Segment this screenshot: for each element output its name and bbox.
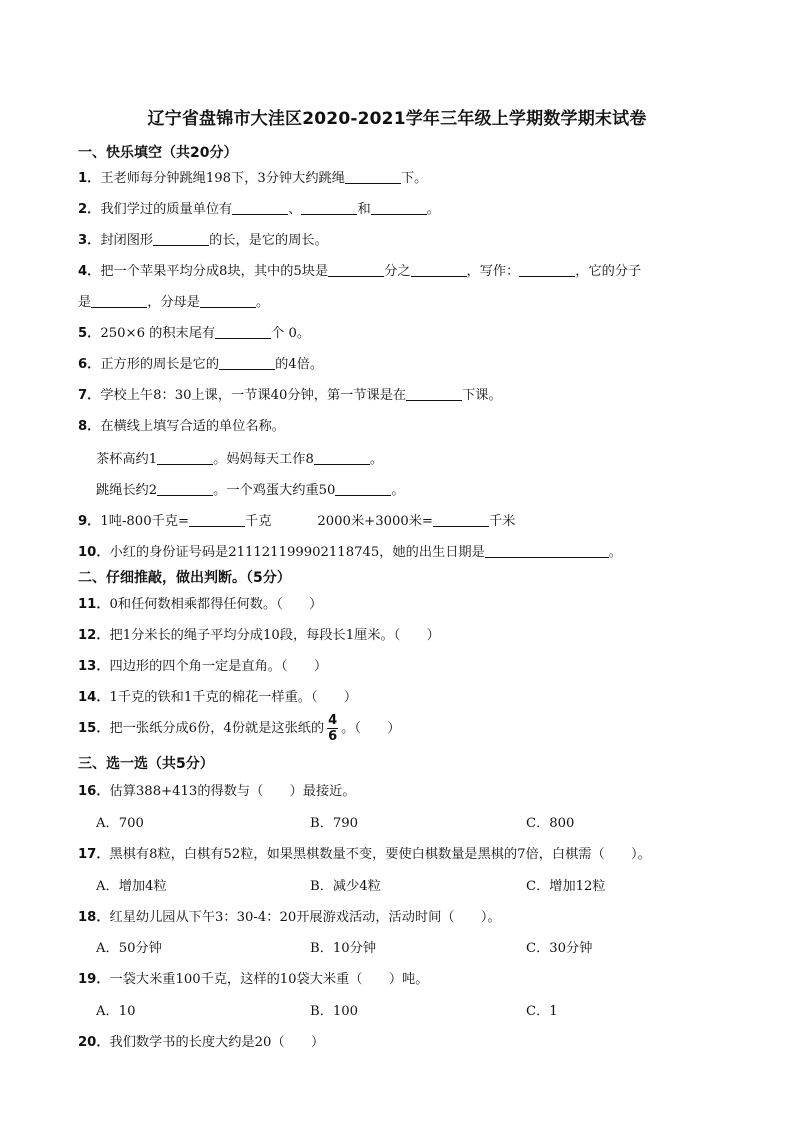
answer-blank[interactable] <box>433 513 489 527</box>
question-text: 千米 <box>489 514 516 529</box>
question-7 <box>78 384 502 403</box>
question-text: 、 <box>288 202 302 217</box>
answer-blank[interactable] <box>345 170 401 184</box>
question-text: 下。 <box>400 171 428 186</box>
option-b[interactable]: B．10分钟 <box>310 941 377 956</box>
answer-blank[interactable] <box>232 201 288 215</box>
question-number: 9． <box>78 514 101 529</box>
question-2 <box>78 198 440 217</box>
question-text: 1千克的铁和1千克的棉花一样重。（ ） <box>109 690 358 705</box>
question-text: 个 0。 <box>271 326 311 341</box>
question-4 <box>78 260 641 279</box>
question-6 <box>78 353 323 372</box>
question-text: 下课。 <box>462 388 502 403</box>
answer-blank[interactable] <box>189 513 245 527</box>
question-number: 14． <box>78 690 110 705</box>
question-number: 4． <box>78 264 101 279</box>
question-19 <box>78 968 428 987</box>
option-c[interactable]: C．30分钟 <box>526 941 593 956</box>
question-text: 是 <box>78 295 92 310</box>
option-c[interactable]: C．增加12粒 <box>526 879 606 894</box>
question-text: 。一个鸡蛋大约重50 <box>213 483 336 498</box>
question-text: 2000米+3000米= <box>317 514 433 529</box>
question-text: 分之 <box>384 264 411 279</box>
answer-blank[interactable] <box>219 356 275 370</box>
answer-blank[interactable] <box>157 451 213 465</box>
question-13 <box>78 655 327 674</box>
page-title: 辽宁省盘锦市大洼区2020-2021学年三年级上学期数学期末试卷 <box>147 109 647 129</box>
question-text: 黑棋有8粒，白棋有52粒，如果黑棋数量不变，要使白棋数量是黑棋的7倍，白棋需（ ）。 <box>109 847 651 862</box>
question-text: 。 <box>608 545 622 560</box>
answer-blank[interactable] <box>335 482 391 496</box>
answer-blank[interactable] <box>406 387 462 401</box>
question-text: 和 <box>357 202 371 217</box>
question-11 <box>78 593 322 612</box>
question-text: 把1分米长的绳子平均分成10段，每段长1厘米。（ ） <box>109 628 440 643</box>
fraction-denominator: 6 <box>328 729 338 744</box>
question-number: 3． <box>78 233 101 248</box>
question-1 <box>78 167 427 186</box>
question-text: 。 <box>391 483 405 498</box>
question-text: 0和任何数相乘都得任何数。（ ） <box>109 597 323 612</box>
question-text: 的长，是它的周长。 <box>209 233 328 248</box>
question-15 <box>78 714 400 743</box>
question-text: 千克 <box>245 514 272 529</box>
option-b[interactable]: B．790 <box>310 816 359 831</box>
question-text: 。（ ） <box>341 721 401 736</box>
question-text: 把一个苹果平均分成8块，其中的5块是 <box>100 264 329 279</box>
answer-blank[interactable] <box>485 544 609 558</box>
question-number: 20． <box>78 1035 110 1050</box>
question-text: 在横线上填写合适的单位名称。 <box>100 419 285 434</box>
question-text: ，它的分子 <box>575 264 642 279</box>
answer-blank[interactable] <box>215 325 271 339</box>
question-number: 1． <box>78 171 101 186</box>
question-18 <box>78 906 501 925</box>
section-heading-judge: 二、仔细推敲，做出判断。（5分） <box>78 570 291 586</box>
answer-blank[interactable] <box>200 294 256 308</box>
question-number: 6． <box>78 357 101 372</box>
question-text: 。 <box>369 452 384 467</box>
question-text: 我们学过的质量单位有 <box>100 202 233 217</box>
answer-blank[interactable] <box>371 201 427 215</box>
question-number: 8． <box>78 419 101 434</box>
option-a[interactable]: A．增加4粒 <box>96 879 167 894</box>
question-12 <box>78 624 440 643</box>
question-number: 7． <box>78 388 101 403</box>
question-14 <box>78 686 357 705</box>
question-number: 19． <box>78 972 110 987</box>
question-text: 学校上午8：30上课，一节课40分钟，第一节课是在 <box>100 388 407 403</box>
section-heading-choice: 三、选一选（共5分） <box>78 756 214 772</box>
option-c[interactable]: C．800 <box>526 816 575 831</box>
answer-blank[interactable] <box>314 451 370 465</box>
question-text: 红星幼儿园从下午3：30-4：20开展游戏活动，活动时间（ ）。 <box>109 910 501 925</box>
question-3 <box>78 229 328 248</box>
question-number: 12． <box>78 628 110 643</box>
question-text: 跳绳长约2 <box>96 483 158 498</box>
option-b[interactable]: B．100 <box>310 1004 359 1019</box>
question-16 <box>78 780 356 799</box>
question-text: 。妈妈每天工作8 <box>213 452 314 467</box>
question-text: 四边形的四个角一定是直角。（ ） <box>109 659 328 674</box>
option-c[interactable]: C．1 <box>526 1004 558 1019</box>
answer-blank[interactable] <box>519 263 575 277</box>
question-text: 。 <box>255 295 270 310</box>
question-number: 5． <box>78 326 101 341</box>
question-text: 。 <box>426 202 440 217</box>
question-text: 1吨-800千克= <box>100 514 190 529</box>
question-number: 13． <box>78 659 110 674</box>
answer-blank[interactable] <box>91 294 147 308</box>
question-10 <box>78 541 622 560</box>
question-text: ，写作： <box>466 264 520 279</box>
question-8 <box>78 415 285 434</box>
answer-blank[interactable] <box>328 263 384 277</box>
fraction-numerator: 4 <box>328 713 338 728</box>
question-text: 封闭图形 <box>100 233 154 248</box>
question-text: 估算388+413的得数与（ ）最接近。 <box>109 784 356 799</box>
question-5 <box>78 322 310 341</box>
question-number: 16． <box>78 784 110 799</box>
question-number: 10． <box>78 545 110 560</box>
question-text: ，分母是 <box>147 295 200 310</box>
question-text: 把一张纸分成6份，4份就是这张纸的 <box>109 721 325 736</box>
fraction <box>327 714 338 743</box>
question-8-line-1 <box>96 448 383 467</box>
answer-blank[interactable] <box>157 482 213 496</box>
question-text: 王老师每分钟跳绳198下，3分钟大约跳绳 <box>100 171 345 186</box>
answer-blank[interactable] <box>301 201 357 215</box>
question-20 <box>78 1031 324 1050</box>
answer-blank[interactable] <box>153 232 209 246</box>
question-text: 正方形的周长是它的 <box>100 357 220 372</box>
option-a[interactable]: A．50分钟 <box>96 941 162 956</box>
question-text: 我们数学书的长度大约是20（ ） <box>109 1035 325 1050</box>
question-4-continued <box>78 291 269 310</box>
option-b[interactable]: B．减少4粒 <box>310 879 381 894</box>
question-text: 的4倍。 <box>275 357 324 372</box>
question-text: 250×6 的积末尾有 <box>100 326 216 341</box>
section-heading-fill: 一、快乐填空（共20分） <box>78 145 238 161</box>
question-text: 小红的身份证号码是211121199902118745，她的出生日期是 <box>109 545 485 560</box>
question-17 <box>78 843 651 862</box>
question-number: 11． <box>78 597 110 612</box>
question-text: 茶杯高约1 <box>96 452 158 467</box>
answer-blank[interactable] <box>411 263 467 277</box>
question-number: 17． <box>78 847 110 862</box>
option-a[interactable]: A．700 <box>96 816 144 831</box>
option-a[interactable]: A．10 <box>96 1004 136 1019</box>
question-number: 2． <box>78 202 101 217</box>
question-number: 18． <box>78 910 110 925</box>
question-text: 一袋大米重100千克，这样的10袋大米重（ ）吨。 <box>109 972 429 987</box>
question-8-line-2 <box>96 479 405 498</box>
question-9 <box>78 510 515 529</box>
question-number: 15． <box>78 721 110 736</box>
